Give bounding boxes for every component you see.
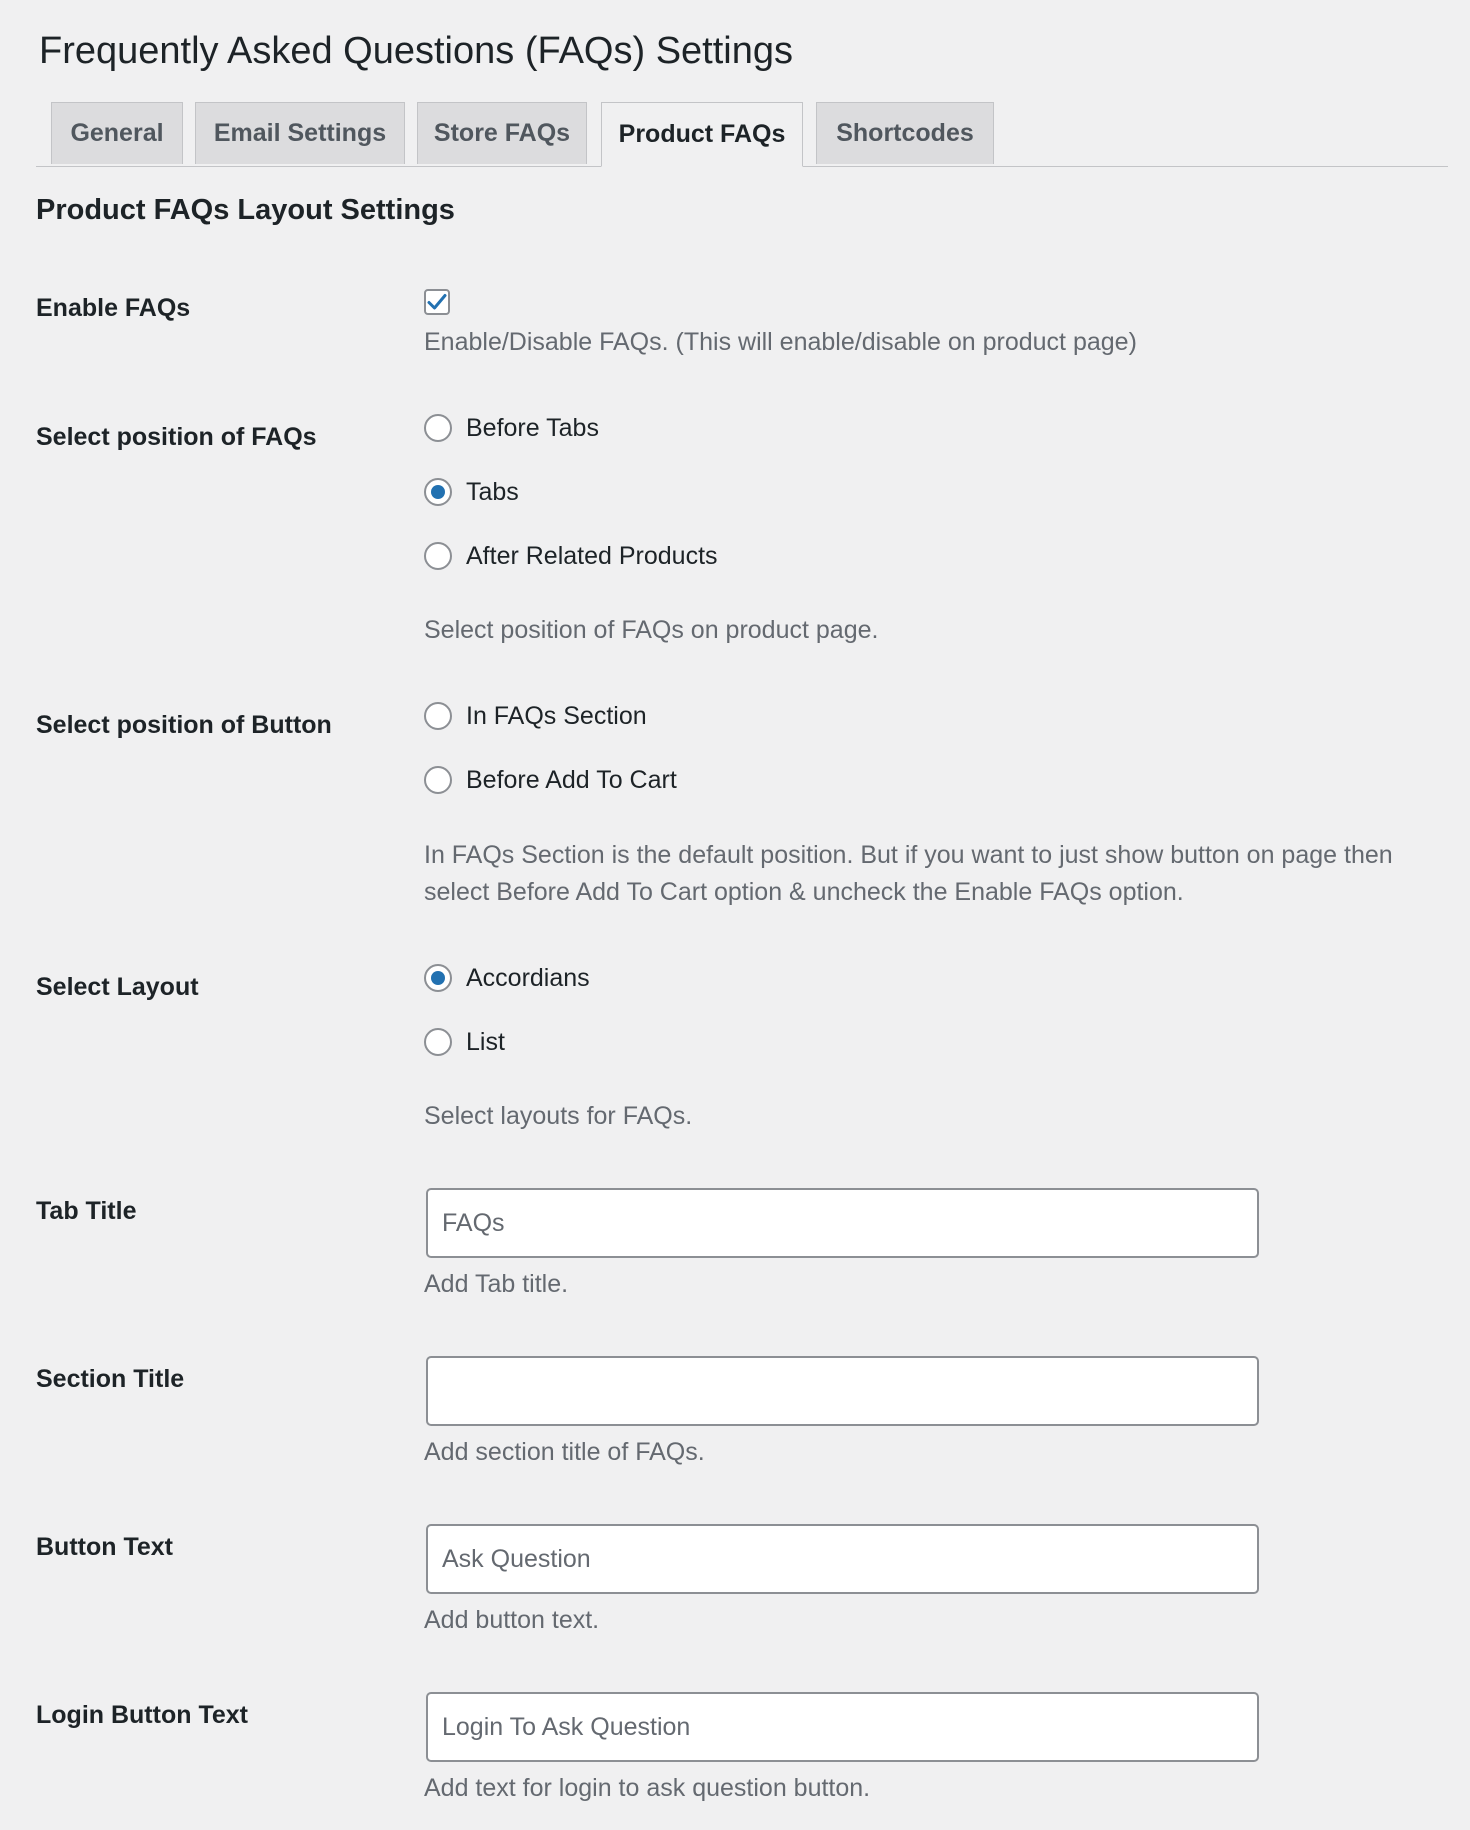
- radio-label: Before Tabs: [466, 413, 599, 442]
- tab-shortcodes[interactable]: Shortcodes: [816, 102, 994, 164]
- tab-title-label: Tab Title: [36, 1197, 137, 1225]
- button-position-option-in-faqs-section[interactable]: [424, 701, 647, 731]
- tab-email-settings[interactable]: Email Settings: [195, 102, 405, 164]
- radio-button[interactable]: [424, 964, 452, 992]
- faq-position-option-tabs[interactable]: [424, 477, 519, 507]
- enable-faqs-description: Enable/Disable FAQs. (This will enable/disable on product page): [424, 328, 1137, 356]
- tab-product-faqs[interactable]: Product FAQs: [601, 102, 803, 167]
- radio-label: After Related Products: [466, 541, 718, 570]
- section-title-input[interactable]: [426, 1356, 1259, 1426]
- tab-title-description: Add Tab title.: [424, 1270, 569, 1298]
- tab-store-faqs[interactable]: Store FAQs: [417, 102, 587, 164]
- faq-position-label: Select position of FAQs: [36, 423, 317, 451]
- enable-faqs-checkbox[interactable]: [424, 289, 450, 315]
- section-title-description: Add section title of FAQs.: [424, 1438, 705, 1466]
- button-position-description-line-2: select Before Add To Cart option & uncheck the Enable FAQs option.: [424, 878, 1184, 906]
- radio-label: Before Add To Cart: [466, 765, 677, 794]
- enable-faqs-label: Enable FAQs: [36, 294, 191, 322]
- radio-button[interactable]: [424, 702, 452, 730]
- button-position-label: Select position of Button: [36, 711, 332, 739]
- radio-label: List: [466, 1027, 505, 1056]
- radio-button[interactable]: [424, 1028, 452, 1056]
- login-button-text-input[interactable]: [426, 1692, 1259, 1762]
- layout-option-list[interactable]: [424, 1027, 505, 1057]
- section-title-label: Section Title: [36, 1365, 185, 1393]
- login-button-text-description: Add text for login to ask question button.: [424, 1774, 871, 1802]
- radio-button[interactable]: [424, 766, 452, 794]
- layout-label: Select Layout: [36, 973, 199, 1001]
- tab-title-input[interactable]: [426, 1188, 1259, 1258]
- login-button-text-label: Login Button Text: [36, 1701, 248, 1729]
- button-position-option-before-add-to-cart[interactable]: [424, 765, 677, 795]
- faq-position-option-before-tabs[interactable]: [424, 413, 599, 443]
- page-title: Frequently Asked Questions (FAQs) Settings: [39, 30, 794, 72]
- faq-position-option-after-related-products[interactable]: [424, 541, 718, 571]
- radio-button[interactable]: [424, 478, 452, 506]
- tab-bar: [36, 102, 1448, 167]
- checkmark-icon: [426, 291, 448, 313]
- button-position-description-line-1: In FAQs Section is the default position. But if you want to just show button on page then: [424, 841, 1393, 869]
- radio-label: Tabs: [466, 477, 519, 506]
- radio-button[interactable]: [424, 542, 452, 570]
- faq-position-description: Select position of FAQs on product page.: [424, 616, 879, 644]
- layout-description: Select layouts for FAQs.: [424, 1102, 693, 1130]
- button-text-label: Button Text: [36, 1533, 174, 1561]
- radio-label: Accordians: [466, 963, 590, 992]
- layout-option-accordians[interactable]: [424, 963, 590, 993]
- tab-general[interactable]: General: [51, 102, 183, 164]
- radio-label: In FAQs Section: [466, 701, 647, 730]
- section-heading: Product FAQs Layout Settings: [36, 194, 455, 226]
- radio-button[interactable]: [424, 414, 452, 442]
- button-text-description: Add button text.: [424, 1606, 600, 1634]
- button-text-input[interactable]: [426, 1524, 1259, 1594]
